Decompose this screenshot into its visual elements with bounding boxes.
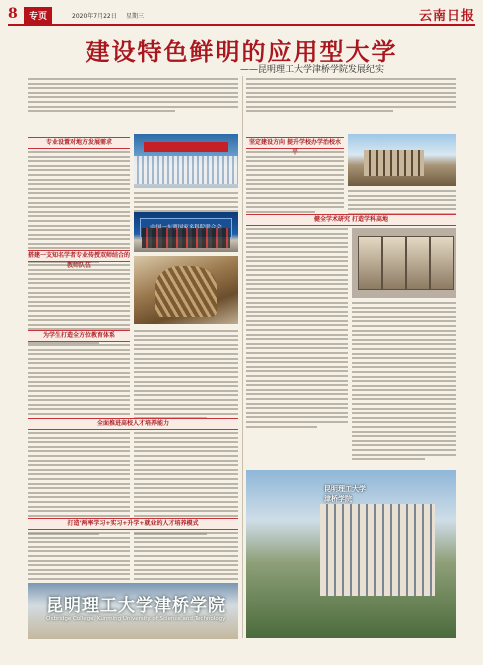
article-text: [28, 151, 130, 266]
section-header: 专业设置对地方发展需求: [28, 137, 130, 149]
intro-right-text: [246, 78, 456, 115]
photo-wood-architecture: [134, 256, 238, 324]
photo-campus-aerial: [246, 470, 456, 638]
intro-left-text: [28, 78, 238, 115]
section-header: 搭建一支知名学者专业传授双师结合的: [28, 250, 130, 262]
section-header: 打造'两率学习+实习+升学+就业的人才培养模式: [28, 518, 238, 530]
section-header: 健全学术研究 打造学科高地: [246, 214, 456, 226]
article-text: [134, 330, 238, 422]
footer-banner: [28, 583, 238, 639]
column-divider: [242, 76, 243, 638]
article-text: [246, 228, 348, 430]
campus-overlay-line: 昆明理工大学: [324, 484, 366, 493]
photo-campus-building: [348, 134, 456, 186]
section-header: 坚定建设方向 提升学校办学治校水: [246, 137, 344, 149]
newspaper-logo: 云南日报: [418, 9, 475, 24]
photo-launch-event: [134, 212, 238, 252]
footer-banner-title: 昆明理工大学津桥学院: [46, 596, 226, 616]
page-subtitle: ——昆明理工大学津桥学院发展纪实: [240, 65, 385, 75]
issue-date: 2020年7月22日: [72, 13, 117, 20]
article-text: [28, 344, 130, 427]
article-text: [352, 302, 456, 463]
weekday: 星期三: [126, 13, 145, 20]
photo-stage-performance: [134, 134, 238, 188]
section-tag: 专页: [24, 7, 52, 24]
page-title: 建设特色鲜明的应用型大学: [85, 37, 398, 66]
campus-overlay-line: 津桥学院: [324, 494, 352, 503]
footer-banner-english: Oxbridge College, Kunming University of Science and Technology: [46, 616, 226, 622]
section-header: 全面推进高校人才培养能力: [28, 418, 238, 430]
article-text: [246, 151, 344, 215]
masthead: [8, 6, 475, 26]
page-number: 8: [8, 6, 18, 22]
section-header: 为学生打造全方位教育体系: [28, 330, 130, 342]
photo-exhibition-tiles: [352, 228, 456, 298]
